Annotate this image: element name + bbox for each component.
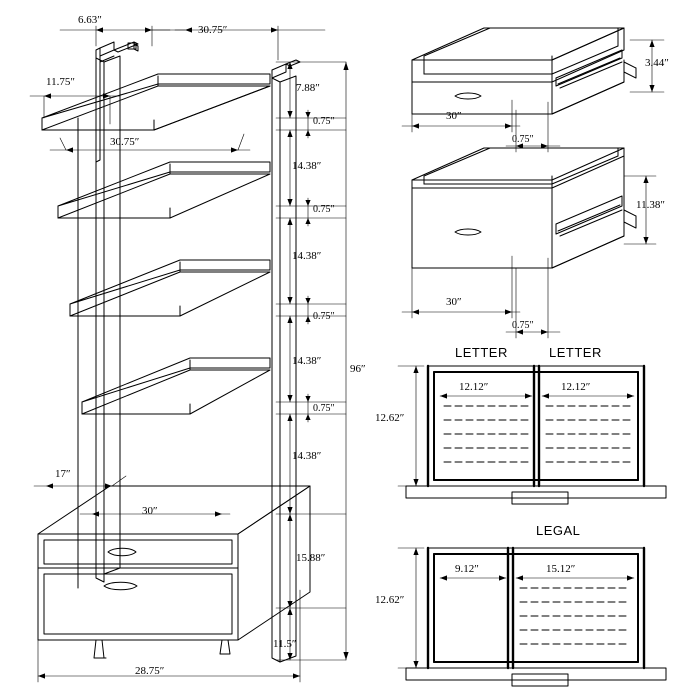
dim-file-drawer-width: 30″ <box>446 296 462 308</box>
label-legal: LEGAL <box>536 523 581 538</box>
dim-letter-right-width: 12.12″ <box>561 381 591 393</box>
letter-file-plan-view <box>398 366 666 504</box>
legal-file-plan-view <box>398 548 666 686</box>
dim-shelf-depth-upper: 11.75″ <box>46 76 75 88</box>
dim-shelf-gap-4: 14.38″ <box>292 450 322 462</box>
dim-small-drawer-thickness: 0.75″ <box>512 134 534 145</box>
dim-leg-height: 11.5″ <box>273 638 297 650</box>
dim-top-depth: 6.63″ <box>78 14 102 26</box>
dim-shelf-gap-1: 14.38″ <box>292 160 322 172</box>
dim-top-width: 30.75″ <box>198 24 228 36</box>
dim-cabinet-width: 30″ <box>142 505 158 517</box>
dim-file-drawer-thickness: 0.75″ <box>512 320 534 331</box>
dim-shelf-width: 30.75″ <box>110 136 140 148</box>
shelf-1 <box>42 74 270 130</box>
file-cabinet <box>38 486 310 658</box>
dim-small-drawer-width: 30″ <box>446 110 462 122</box>
dim-shelf-thickness-1: 0.75″ <box>313 116 335 127</box>
dim-base-width: 28.75″ <box>135 665 165 677</box>
label-letter-right: LETTER <box>549 345 602 360</box>
file-drawer-view <box>402 148 656 338</box>
dim-overall-height: 96″ <box>350 363 366 375</box>
dim-cabinet-height: 15.88″ <box>296 552 326 564</box>
dim-legal-left-width: 9.12″ <box>455 563 479 575</box>
dim-shelf-thickness-2: 0.75″ <box>313 204 335 215</box>
dim-letter-depth: 12.62″ <box>375 412 405 424</box>
dim-legal-depth: 12.62″ <box>375 594 405 606</box>
dim-file-drawer-height: 11.38″ <box>636 199 665 211</box>
dim-letter-left-width: 12.12″ <box>459 381 489 393</box>
shelf-4 <box>82 358 270 414</box>
shelf-3 <box>70 260 270 316</box>
dim-shelf-thickness-4: 0.75″ <box>313 403 335 414</box>
ladder-bookcase-elevation <box>30 26 349 682</box>
label-letter-left: LETTER <box>455 345 508 360</box>
dim-shelf-gap-3: 14.38″ <box>292 355 322 367</box>
dim-legal-right-width: 15.12″ <box>546 563 576 575</box>
dim-cabinet-depth: 17″ <box>55 468 71 480</box>
shelf-2 <box>58 162 270 218</box>
dim-shelf-gap-2: 14.38″ <box>292 250 322 262</box>
dim-small-drawer-height: 3.44″ <box>645 57 669 69</box>
dim-top-gap: 7.88″ <box>296 82 320 94</box>
dim-shelf-thickness-3: 0.75″ <box>313 311 335 322</box>
